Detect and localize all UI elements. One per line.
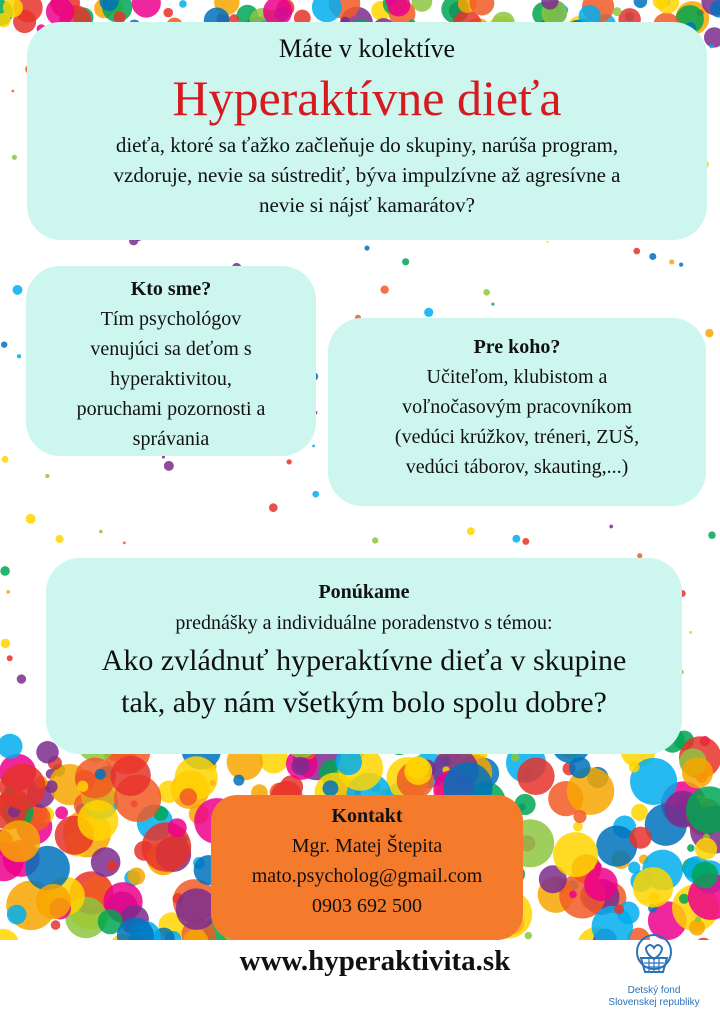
paint-drop xyxy=(312,0,342,22)
paint-drop xyxy=(291,757,309,775)
sponsor-name-line1: Detský fond xyxy=(627,985,681,996)
header-kicker: Máte v kolektíve xyxy=(278,34,456,63)
paint-drop xyxy=(179,0,187,8)
paint-drop xyxy=(629,762,640,773)
paint-drop xyxy=(128,868,145,885)
paint-drop xyxy=(380,285,388,293)
paint-drop xyxy=(633,248,640,255)
offer-panel xyxy=(46,558,682,754)
paint-drop xyxy=(630,827,652,849)
paint-drop xyxy=(596,825,637,866)
paint-drop xyxy=(649,253,656,260)
paint-drop xyxy=(372,537,378,543)
paint-drop xyxy=(36,884,71,919)
paint-drop xyxy=(682,757,713,788)
sponsor-name-line2: Slovenskej republiky xyxy=(608,997,700,1008)
who-line: správania xyxy=(132,428,210,450)
paint-drop xyxy=(522,538,529,545)
header-question xyxy=(47,130,687,220)
paint-drop xyxy=(322,780,338,796)
paint-drop xyxy=(56,535,64,543)
paint-drop xyxy=(569,891,577,899)
paint-drop xyxy=(164,461,174,471)
offer-heading: Ponúkame xyxy=(318,581,410,603)
audience-line: voľnočasovým pracovníkom xyxy=(402,396,632,418)
paint-drop xyxy=(424,308,433,317)
offer-subtitle: prednášky a individuálne poradenstvo s témou: xyxy=(175,612,553,634)
offer-topic-line: tak, aby nám všetkým bolo spolu dobre? xyxy=(121,686,607,719)
for-whom-panel xyxy=(328,318,706,506)
paint-drop xyxy=(483,289,490,296)
paint-drop xyxy=(111,756,151,796)
paint-drop xyxy=(17,354,21,358)
paint-drop xyxy=(695,916,701,922)
paint-drop xyxy=(402,258,409,265)
paint-drop xyxy=(75,758,116,799)
paint-drop xyxy=(2,456,9,463)
paint-drop xyxy=(491,303,494,306)
paint-drop xyxy=(511,753,520,762)
paint-drop xyxy=(546,241,548,243)
paint-drop xyxy=(573,822,583,832)
who-are-we-panel xyxy=(26,266,316,456)
paint-drop xyxy=(233,775,244,786)
paint-drop xyxy=(679,894,689,904)
paint-drop xyxy=(180,788,197,805)
audience-line: (vedúci krúžkov, tréneri, ZUŠ, xyxy=(394,426,640,448)
paint-drop xyxy=(163,8,173,18)
contact-name: Mgr. Matej Štepita xyxy=(291,835,443,857)
paint-drop xyxy=(708,531,716,539)
question-line: vzdoruje, nevie sa sústrediť, býva impulzívne až agresívne a xyxy=(113,163,621,187)
paint-drop xyxy=(95,769,106,780)
paint-drop xyxy=(6,590,10,594)
paint-drop xyxy=(1,341,7,347)
paint-drop xyxy=(364,245,369,250)
paint-drop xyxy=(631,804,648,821)
offer-topic-line: Ako zvládnuť hyperaktívne dieťa v skupine xyxy=(101,644,627,677)
paint-drop xyxy=(12,155,17,160)
paint-drop xyxy=(406,756,429,779)
contact-email[interactable]: mato.psycholog@gmail.com xyxy=(251,865,483,887)
paint-drop xyxy=(51,920,61,930)
header-panel xyxy=(27,22,707,240)
paint-drop xyxy=(7,655,13,661)
paint-drop xyxy=(168,818,187,837)
paint-drop xyxy=(107,860,118,871)
paint-drop xyxy=(709,44,713,48)
paint-drop xyxy=(613,7,622,16)
paint-drop xyxy=(628,862,640,874)
paint-drop xyxy=(512,535,520,543)
paint-drop xyxy=(91,847,121,877)
paint-drop xyxy=(0,820,40,862)
paint-drop xyxy=(1,639,11,649)
question-line: dieťa, ktoré sa ťažko začleňuje do skupiny, narúša program, xyxy=(115,133,619,157)
heart-basket-icon xyxy=(624,934,684,980)
paint-drop xyxy=(695,838,717,860)
paint-drop xyxy=(569,757,590,778)
paint-drop xyxy=(705,329,713,337)
who-line: venujúci sa deťom s xyxy=(90,338,252,360)
contact-panel xyxy=(211,795,523,940)
paint-drop xyxy=(0,566,10,576)
paint-drop xyxy=(517,758,554,795)
paint-drop xyxy=(614,904,624,914)
paint-drop xyxy=(123,541,126,544)
paint-drop xyxy=(132,0,161,18)
paint-drop xyxy=(26,514,36,524)
paint-drop xyxy=(312,491,319,498)
paint-drop xyxy=(634,0,648,8)
who-line: Tím psychológov xyxy=(100,308,242,330)
paint-drop xyxy=(689,631,692,634)
paint-drop xyxy=(99,530,103,534)
paint-drop xyxy=(633,867,673,907)
sponsor-logo xyxy=(594,934,714,1009)
paint-drop xyxy=(287,459,292,464)
who-line: hyperaktivitou, xyxy=(110,368,232,390)
paint-drop xyxy=(584,867,618,901)
paint-drop xyxy=(609,525,613,529)
website-link[interactable]: www.hyperaktivita.sk xyxy=(239,945,511,977)
paint-drop xyxy=(525,932,532,939)
audience-heading: Pre koho? xyxy=(473,336,561,358)
paint-drop xyxy=(573,810,586,823)
paint-drop xyxy=(0,764,46,810)
paint-drop xyxy=(13,285,23,295)
contact-heading: Kontakt xyxy=(331,805,403,827)
who-heading: Kto sme? xyxy=(130,278,212,300)
paint-drop xyxy=(467,527,475,535)
paint-drop xyxy=(11,90,14,93)
paint-drop xyxy=(687,844,695,852)
question-line: nevie si nájsť kamarátov? xyxy=(259,193,475,217)
paint-drop xyxy=(692,862,719,889)
page-title: Hyperaktívne dieťa xyxy=(172,70,562,126)
paint-drop xyxy=(17,674,26,683)
paint-drop xyxy=(269,503,278,512)
contact-phone[interactable]: 0903 692 500 xyxy=(312,895,422,917)
paint-drop xyxy=(7,905,27,925)
who-line: poruchami pozornosti a xyxy=(76,398,266,420)
paint-drop xyxy=(669,259,674,264)
audience-line: vedúci táborov, skauting,...) xyxy=(405,456,629,478)
paint-drop xyxy=(656,0,679,14)
paint-drop xyxy=(45,474,49,478)
paint-drop xyxy=(679,263,683,267)
paint-drop xyxy=(77,800,118,841)
paint-drop xyxy=(77,781,88,792)
audience-line: Učiteľom, klubistom a xyxy=(426,366,608,388)
paint-drop xyxy=(55,806,68,819)
